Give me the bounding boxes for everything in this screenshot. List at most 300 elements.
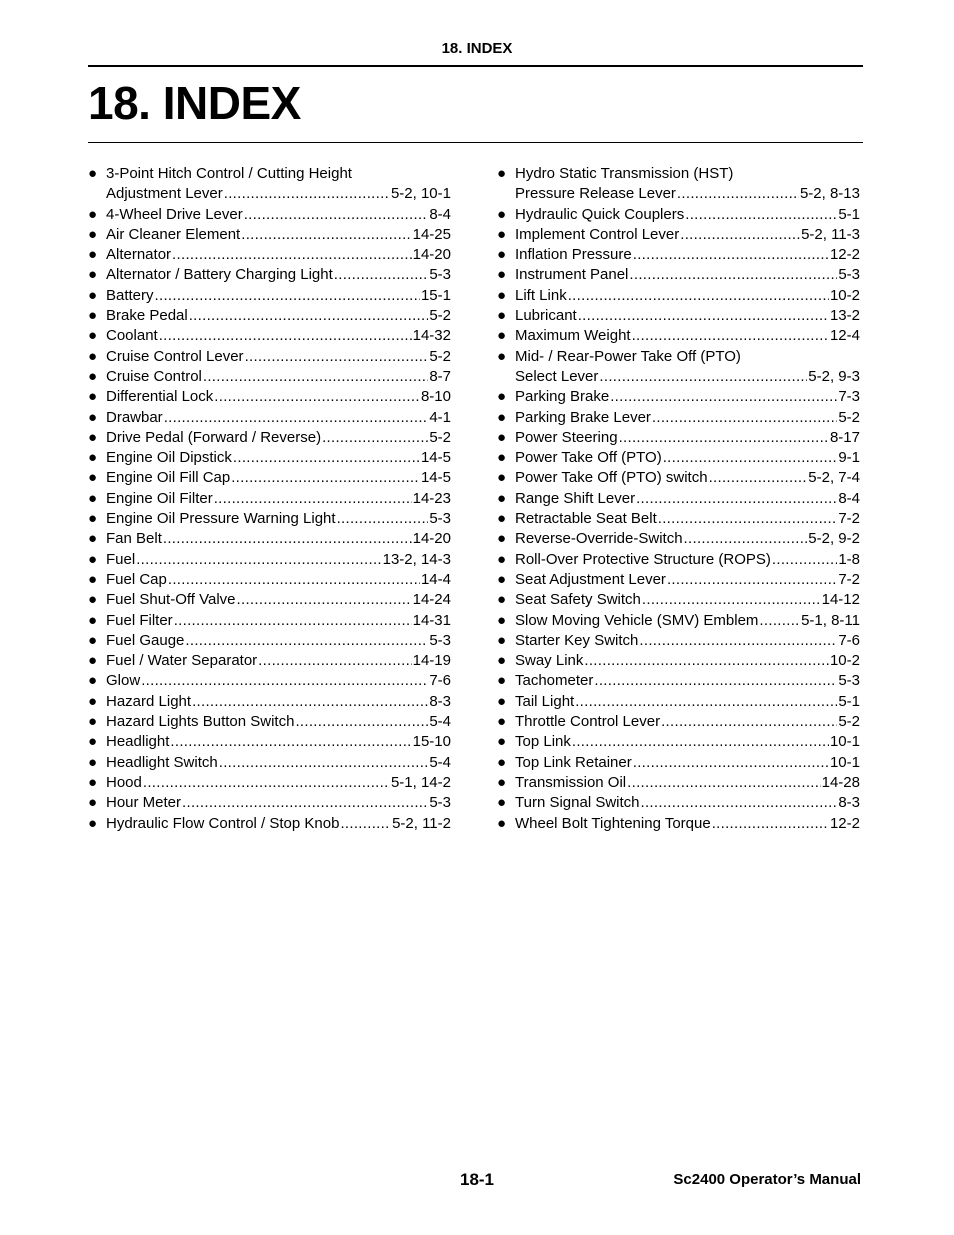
index-entry [88,347,451,367]
index-term: Fuel / Water Separator [106,652,258,670]
dot-leader [168,570,420,590]
bullet-icon: ● [497,165,507,182]
index-line [106,773,451,793]
index-term: Battery [106,286,154,304]
dot-leader [629,265,837,285]
bullet-icon: ● [497,327,507,345]
index-page-ref: 4-1 [429,408,451,426]
dot-leader [663,448,838,468]
bullet-icon: ● [88,225,98,243]
page-number: 18-1 [459,1170,495,1189]
index-page-ref: 8-10 [420,388,451,406]
index-page-ref: 9-1 [838,449,860,467]
index-line [106,387,451,407]
index-page-ref: 12-2 [829,814,860,832]
index-page-ref: 14-12 [821,591,860,609]
index-entry [88,671,451,691]
index-term: Hazard Light [106,692,192,710]
index-term: Instrument Panel [515,266,629,284]
dot-leader [641,793,838,813]
index-page-ref: 12-4 [829,327,860,345]
index-term: Brake Pedal [106,307,188,325]
bullet-icon: ● [88,631,98,649]
index-entry [88,408,451,428]
dot-leader [182,793,428,813]
index-entry [497,225,860,245]
index-page-ref: 5-3 [429,266,451,284]
index-line [515,225,860,245]
index-term: Cruise Control Lever [106,347,244,365]
index-entry [497,326,860,346]
index-column-right [497,164,860,834]
index-entry [88,225,451,245]
index-entry [88,529,451,549]
index-line [515,306,860,326]
index-page-ref: 15-1 [420,286,451,304]
bullet-icon: ● [88,165,98,182]
index-page-ref: 14-23 [412,489,451,507]
bullet-icon: ● [497,266,507,284]
bullet-icon: ● [88,672,98,690]
dot-leader [163,529,412,549]
bullet-icon: ● [497,469,507,487]
index-line [106,570,451,590]
index-term: Parking Brake [515,388,610,406]
index-entry [497,347,860,388]
bullet-icon: ● [88,773,98,791]
index-term: Range Shift Lever [515,489,636,507]
index-page-ref: 7-3 [838,388,860,406]
index-term: Retractable Seat Belt [515,510,657,528]
index-term: Fan Belt [106,530,162,548]
dot-leader [214,489,412,509]
bullet-icon: ● [88,469,98,487]
bullet-icon: ● [88,733,98,751]
index-entry [88,509,451,529]
dot-leader [164,408,429,428]
index-entry [88,732,451,752]
index-line [106,753,451,773]
index-page-ref: 14-4 [420,570,451,588]
index-line [515,814,860,834]
bullet-icon: ● [497,692,507,710]
index-entry [497,611,860,631]
bullet-icon: ● [88,570,98,588]
index-term: Seat Safety Switch [515,591,641,609]
dot-leader [759,611,800,631]
index-entry [497,428,860,448]
index-page-ref: 5-3 [429,510,451,528]
index-term: Drawbar [106,408,163,426]
index-term: Maximum Weight [515,327,631,345]
index-term: Hour Meter [106,794,182,812]
index-line [515,529,860,549]
dot-leader [639,631,837,651]
index-entry [88,306,451,326]
index-line [515,671,860,691]
dot-leader [192,692,428,712]
bullet-icon: ● [497,550,507,568]
index-page-ref: 14-5 [420,469,451,487]
index-entry [497,448,860,468]
index-line [515,773,860,793]
dot-leader [578,306,829,326]
index-line [106,326,451,346]
bullet-icon: ● [497,773,507,791]
index-entry [497,692,860,712]
index-page-ref: 5-1 [838,205,860,223]
index-line [106,631,451,651]
index-page-ref: 5-2, 11-2 [392,814,451,832]
index-entry [88,570,451,590]
index-term: Glow [106,672,141,690]
index-term: Drive Pedal (Forward / Reverse) [106,428,322,446]
index-page-ref: 13-2, 14-3 [382,550,451,568]
index-line [106,286,451,306]
bullet-icon: ● [88,428,98,446]
index-entry [88,326,451,346]
index-term: Power Steering [515,428,618,446]
index-page-ref: 5-2 [429,307,451,325]
title-rule [88,142,863,143]
index-page-ref: 14-20 [412,530,451,548]
dot-leader [224,184,390,204]
index-page-ref: 8-3 [429,692,451,710]
dot-leader [772,550,837,570]
index-entry [88,631,451,651]
index-page-ref: 14-19 [412,652,451,670]
dot-leader [141,671,428,691]
dot-leader [712,814,829,834]
dot-leader [610,387,837,407]
bullet-icon: ● [88,388,98,406]
bullet-icon: ● [497,672,507,690]
index-term: Engine Oil Pressure Warning Light [106,510,336,528]
index-entry [88,367,451,387]
dot-leader [584,651,829,671]
dot-leader [172,245,412,265]
dot-leader [334,265,429,285]
dot-leader [568,286,829,306]
dot-leader [244,205,429,225]
index-line [515,428,860,448]
index-term: Turn Signal Switch [515,794,640,812]
bullet-icon: ● [88,327,98,345]
dot-leader [633,753,829,773]
index-term: Lift Link [515,286,567,304]
index-page-ref: 1-8 [838,550,860,568]
index-page-ref: 8-3 [838,794,860,812]
index-term: Headlight [106,733,170,751]
bullet-icon: ● [88,713,98,731]
index-term: Differential Lock [106,388,214,406]
index-page-ref: 5-3 [429,631,451,649]
index-entry [88,448,451,468]
index-term: Starter Key Switch [515,631,639,649]
index-line [515,793,860,813]
index-page-ref: 7-2 [838,510,860,528]
index-line [515,611,860,631]
index-line [515,550,860,570]
index-page-ref: 5-4 [429,753,451,771]
bullet-icon: ● [497,489,507,507]
index-term: Parking Brake Lever [515,408,651,426]
index-entry [88,773,451,793]
bullet-icon: ● [88,510,98,528]
index-line [106,489,451,509]
index-page-ref: 10-2 [829,652,860,670]
bullet-icon: ● [497,652,507,670]
index-line [515,205,860,225]
bullet-icon: ● [497,286,507,304]
index-term: Power Take Off (PTO) switch [515,469,708,487]
index-entry [497,550,860,570]
index-term: Hydraulic Quick Couplers [515,205,685,223]
index-line [515,265,860,285]
index-term: Slow Moving Vehicle (SMV) Emblem [515,611,759,629]
index-term: Implement Control Lever [515,225,680,243]
index-entry [497,205,860,225]
index-page-ref: 7-6 [838,631,860,649]
chapter-title: 18. INDEX [88,77,301,129]
bullet-icon: ● [497,794,507,812]
index-line [106,671,451,691]
index-entry [497,306,860,326]
bullet-icon: ● [497,205,507,223]
bullet-icon: ● [497,733,507,751]
index-term: Coolant [106,327,158,345]
bullet-icon: ● [88,611,98,629]
index-line [515,326,860,346]
dot-leader [661,712,837,732]
index-entry [88,550,451,570]
index-page-ref: 7-6 [429,672,451,690]
index-line [515,570,860,590]
index-entry [88,753,451,773]
index-line [515,712,860,732]
index-page-ref: 8-7 [429,367,451,385]
index-entry [497,164,860,205]
dot-leader [203,367,428,387]
index-term: Headlight Switch [106,753,218,771]
dot-leader [322,428,428,448]
index-page-ref: 15-10 [412,733,451,751]
index-page-ref: 5-1, 8-11 [801,611,860,629]
index-entry [497,651,860,671]
index-entry [497,489,860,509]
header-rule [88,65,863,67]
index-line [515,732,860,752]
index-column-left [88,164,451,834]
bullet-icon: ● [497,246,507,264]
bullet-icon: ● [88,286,98,304]
index-line [106,428,451,448]
index-page-ref: 5-2, 9-3 [808,367,860,385]
index-term: Tail Light [515,692,575,710]
index-term: Transmission Oil [515,773,627,791]
dot-leader [632,326,829,346]
index-page-ref: 5-2 [838,713,860,731]
bullet-icon: ● [497,753,507,771]
index-term: Fuel Cap [106,570,167,588]
index-line [106,590,451,610]
index-term: 4-Wheel Drive Lever [106,205,243,223]
bullet-icon: ● [88,550,98,568]
index-entry [88,712,451,732]
dot-leader [685,205,837,225]
dot-leader [174,611,412,631]
index-entry [497,773,860,793]
bullet-icon: ● [88,489,98,507]
index-line [106,712,451,732]
index-term: Fuel Filter [106,611,173,629]
dot-leader [684,529,808,549]
index-term: Air Cleaner Element [106,225,241,243]
index-line [106,448,451,468]
bullet-icon: ● [88,307,98,325]
dot-leader [185,631,428,651]
index-term: Top Link [515,733,571,751]
bullet-icon: ● [497,814,507,832]
index-page-ref: 5-2, 10-1 [390,185,451,203]
index-term-first-line: 3-Point Hitch Control / Cutting Height [106,165,352,182]
index-page-ref: 5-3 [838,266,860,284]
bullet-icon: ● [88,814,98,832]
index-line [515,489,860,509]
bullet-icon: ● [88,408,98,426]
manual-title: Sc2400 Operator’s Manual [673,1171,861,1188]
dot-leader [231,468,420,488]
bullet-icon: ● [497,510,507,528]
index-entry [497,793,860,813]
index-term: Top Link Retainer [515,753,632,771]
index-line [515,408,860,428]
index-entry [88,205,451,225]
index-term: Engine Oil Fill Cap [106,469,231,487]
index-entry [497,671,860,691]
index-line [515,286,860,306]
dot-leader [667,570,837,590]
bullet-icon: ● [497,591,507,609]
index-line [106,611,451,631]
bullet-icon: ● [88,652,98,670]
index-entry [497,509,860,529]
index-term: Sway Link [515,652,584,670]
dot-leader [155,286,420,306]
index-entry [497,570,860,590]
index-page-ref: 5-2 [429,428,451,446]
index-entry [497,286,860,306]
index-term: Lubricant [515,307,577,325]
dot-leader [233,448,420,468]
index-entry [88,611,451,631]
index-line [106,225,451,245]
index-page-ref: 8-17 [829,428,860,446]
index-term: Engine Oil Dipstick [106,449,232,467]
dot-leader [594,671,837,691]
index-term: Fuel Shut-Off Valve [106,591,236,609]
running-header: 18. INDEX [441,40,513,57]
index-entry [88,387,451,407]
index-line [106,347,451,367]
index-page-ref: 5-2 [838,408,860,426]
index-page-ref: 5-2, 7-4 [808,469,860,487]
index-entry [497,631,860,651]
dot-leader [633,245,829,265]
index-entry [88,164,451,205]
index-page-ref: 5-2 [429,347,451,365]
bullet-icon: ● [497,611,507,629]
bullet-icon: ● [497,428,507,446]
dot-leader [619,428,829,448]
dot-leader [241,225,411,245]
index-line [515,651,860,671]
bullet-icon: ● [497,225,507,243]
dot-leader [337,509,429,529]
dot-leader [219,753,429,773]
index-line [106,651,451,671]
index-page-ref: 5-2, 8-13 [799,185,860,203]
index-page-ref: 12-2 [829,246,860,264]
index-entry [497,732,860,752]
index-page-ref: 8-4 [838,489,860,507]
bullet-icon: ● [497,408,507,426]
dot-leader [627,773,820,793]
index-line [106,529,451,549]
index-page-ref: 5-1, 14-2 [390,773,451,791]
index-term: Cruise Control [106,367,202,385]
index-line [106,468,451,488]
bullet-icon: ● [497,307,507,325]
index-page-ref: 13-2 [829,307,860,325]
index-term: Pressure Release Lever [515,185,676,203]
bullet-icon: ● [88,246,98,264]
index-line [106,245,451,265]
dot-leader [680,225,800,245]
bullet-icon: ● [497,530,507,548]
index-entry [88,286,451,306]
index-term: Hydraulic Flow Control / Stop Knob [106,814,340,832]
index-page-ref: 14-25 [412,225,451,243]
index-page-ref: 5-3 [838,672,860,690]
index-entry [497,753,860,773]
index-entry [88,793,451,813]
index-line [515,631,860,651]
index-term: Hazard Lights Button Switch [106,713,295,731]
index-page-ref: 5-4 [429,713,451,731]
index-entry [88,692,451,712]
index-page-ref: 5-2, 11-3 [801,225,860,243]
index-line [515,184,860,204]
dot-leader [245,347,429,367]
bullet-icon: ● [88,266,98,284]
dot-leader [572,732,829,752]
index-term: Power Take Off (PTO) [515,449,662,467]
bullet-icon: ● [497,388,507,406]
index-term: Wheel Bolt Tightening Torque [515,814,711,832]
index-term: Fuel Gauge [106,631,185,649]
bullet-icon: ● [88,347,98,365]
index-page-ref: 14-24 [412,591,451,609]
dot-leader [658,509,838,529]
dot-leader [258,651,411,671]
index-line [106,793,451,813]
bullet-icon: ● [88,449,98,467]
dot-leader [575,692,837,712]
dot-leader [143,773,390,793]
index-entry [88,489,451,509]
dot-leader [170,732,411,752]
